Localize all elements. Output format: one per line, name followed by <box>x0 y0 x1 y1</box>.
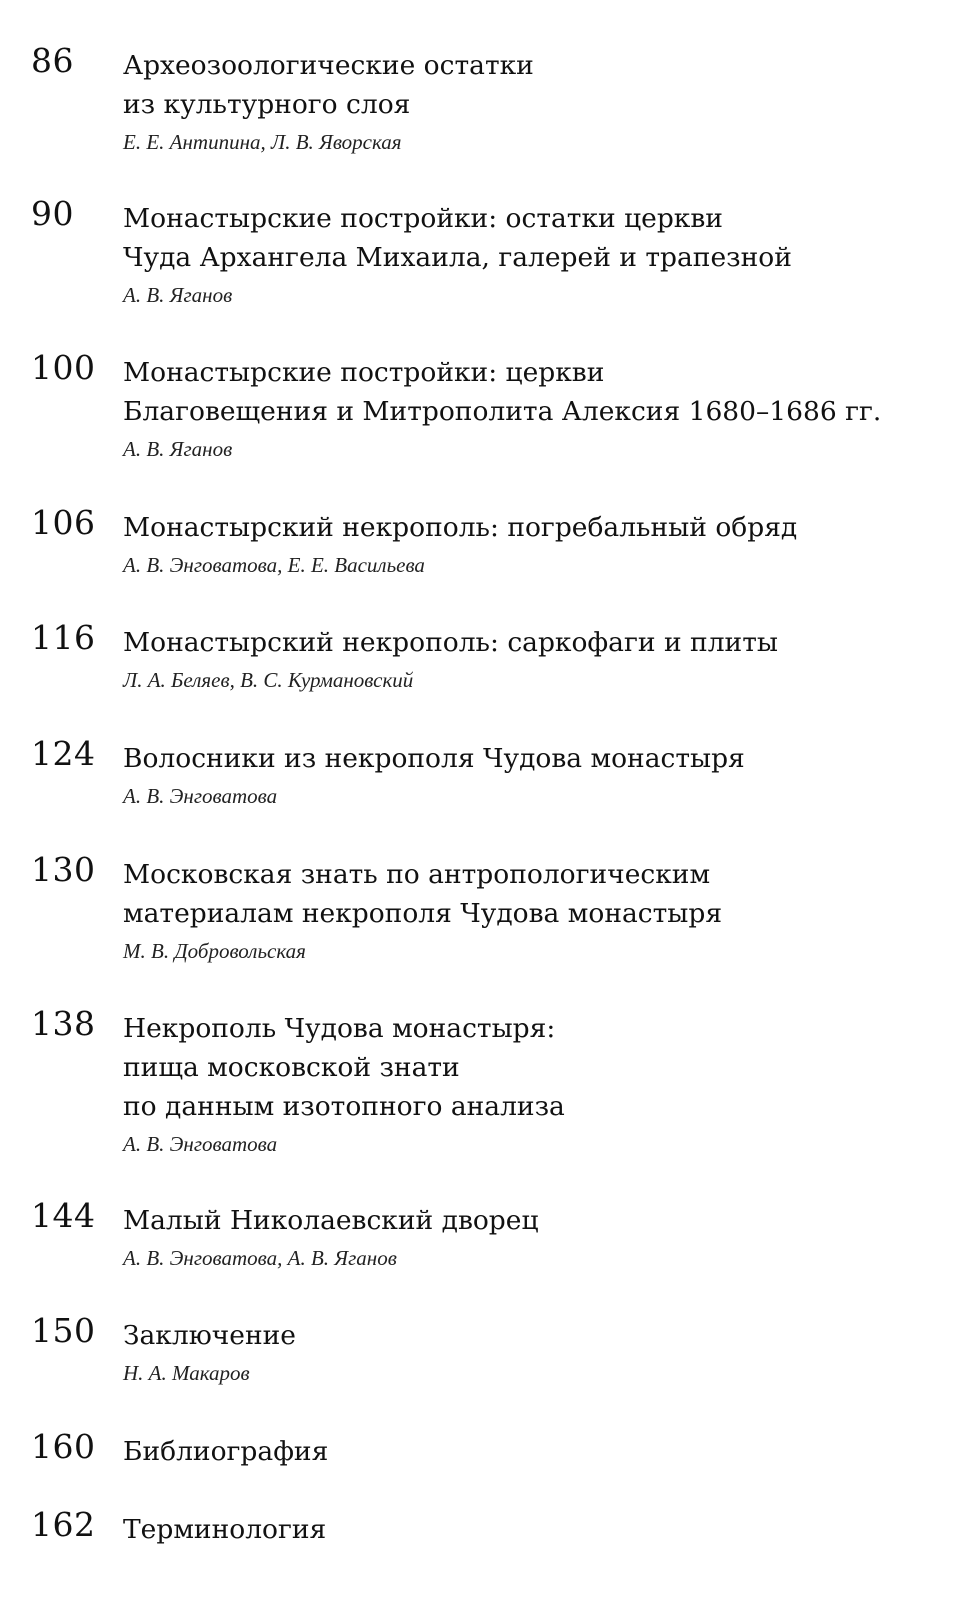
entry-authors: М. В. Добровольская <box>123 939 306 963</box>
entry-title: Благовещения и Митрополита Алексия 1680–1686 гг. <box>123 396 882 427</box>
page-number: 144 <box>31 1196 96 1235</box>
page-number: 150 <box>31 1311 96 1350</box>
page-number: 90 <box>31 194 74 233</box>
entry-title: Волосники из некрополя Чудова монастыря <box>123 743 745 774</box>
entry-title: Археозоологические остатки <box>123 50 534 81</box>
entry-authors: А. В. Энговатова <box>123 1132 278 1156</box>
page-number: 100 <box>31 348 96 387</box>
entry-title: Библиография <box>123 1436 329 1467</box>
entry-authors: Л. А. Беляев, В. С. Курмановский <box>123 668 414 692</box>
entry-title: пища московской знати <box>123 1052 460 1083</box>
entry-authors: А. В. Яганов <box>123 283 233 307</box>
page-number: 116 <box>31 618 96 657</box>
entry-title: из культурного слоя <box>123 89 411 120</box>
page-number: 106 <box>31 503 96 542</box>
page-number: 160 <box>31 1427 96 1466</box>
entry-title: Монастырские постройки: остатки церкви <box>123 203 723 234</box>
page-number: 138 <box>31 1004 96 1043</box>
entry-title: Некрополь Чудова монастыря: <box>123 1013 556 1044</box>
entry-title: Чуда Архангела Михаила, галерей и трапезной <box>123 242 792 273</box>
entry-title: Монастырские постройки: церкви <box>123 357 605 388</box>
page-number: 86 <box>31 41 74 80</box>
entry-authors: А. В. Энговатова, А. В. Яганов <box>123 1246 397 1270</box>
entry-title: по данным изотопного анализа <box>123 1091 565 1122</box>
entry-authors: А. В. Энговатова <box>123 784 278 808</box>
entry-title: материалам некрополя Чудова монастыря <box>123 898 723 929</box>
entry-title: Терминология <box>123 1514 327 1545</box>
page-number: 124 <box>31 734 96 773</box>
entry-title: Заключение <box>123 1320 296 1351</box>
entry-authors: А. В. Яганов <box>123 437 233 461</box>
entry-title: Монастырский некрополь: погребальный обряд <box>123 512 798 543</box>
entry-authors: Н. А. Макаров <box>123 1361 250 1385</box>
entry-title: Монастырский некрополь: саркофаги и плиты <box>123 627 778 658</box>
page-number: 162 <box>31 1505 96 1544</box>
entry-title: Московская знать по антропологическим <box>123 859 711 890</box>
entry-authors: А. В. Энговатова, Е. Е. Васильева <box>123 553 425 577</box>
page-number: 130 <box>31 850 96 889</box>
entry-authors: Е. Е. Антипина, Л. В. Яворская <box>123 130 402 154</box>
entry-title: Малый Николаевский дворец <box>123 1205 539 1236</box>
